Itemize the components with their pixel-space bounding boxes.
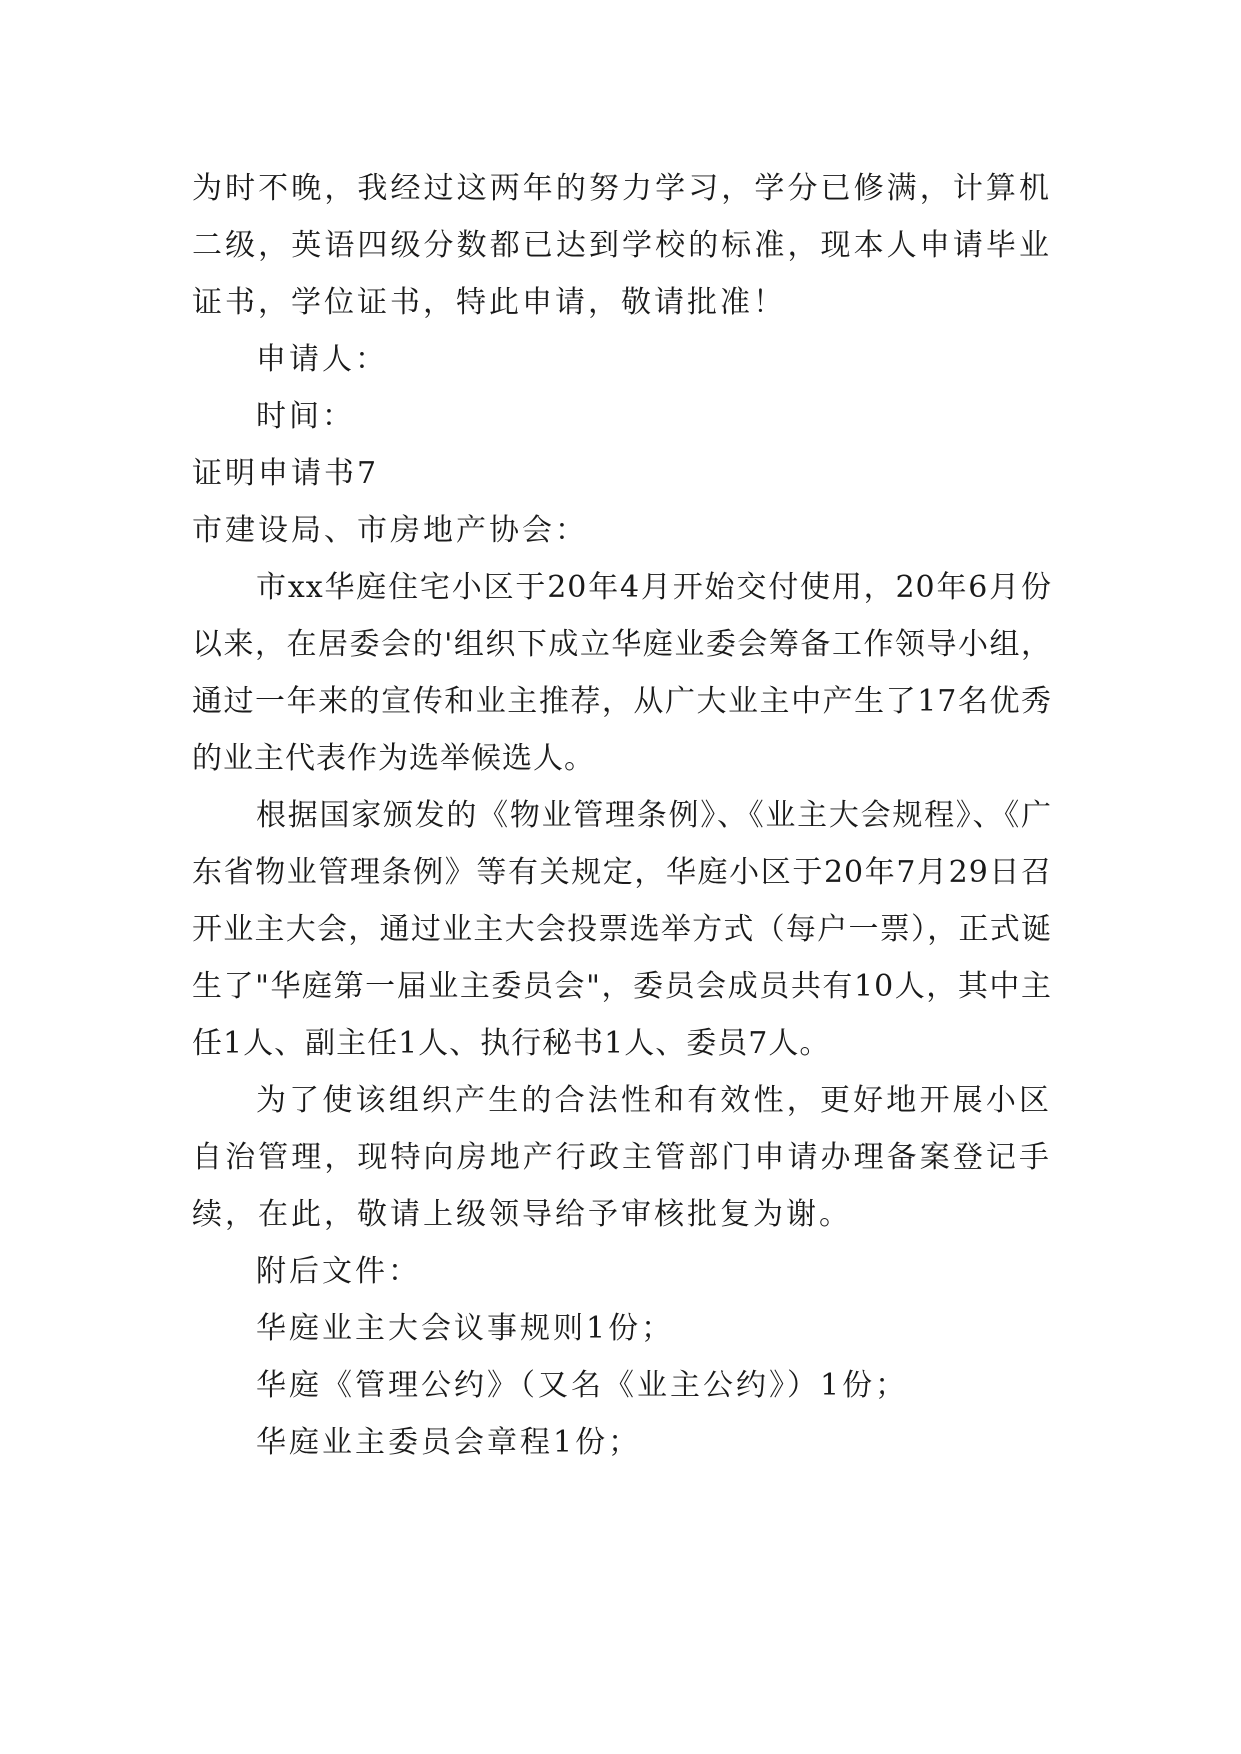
applicant-line: 申请人：: [256, 342, 388, 377]
paragraph-election: 根据国家颁发的《物业管理条例》、《业主大会规程》、《广东省物业管理条例》等有关规定，华庭小区于20年7月29日召开业主大会，通过业主大会投票选举方式（每户一票），正式诞生了"华庭第一届业主委员会"，委员会成员共有10人，其中主任1人、副主任1人、执行秘书1人、委员7人。: [192, 798, 1052, 1061]
attachment-item: 华庭业主大会议事规则1份；: [256, 1311, 675, 1346]
paragraph-graduation-request: 为时不晚，我经过这两年的努力学习，学分已修满，计算机二级，英语四级分数都已达到学校的标准，现本人申请毕业证书，学位证书，特此申请，敬请批准！: [192, 171, 1052, 320]
attachment-item: 华庭《管理公约》（又名《业主公约》）1份；: [256, 1368, 909, 1403]
document-body: [192, 160, 1052, 1471]
attachment-item: 华庭业主委员会章程1份；: [256, 1425, 642, 1460]
paragraph-community-background: 市xx华庭住宅小区于20年4月开始交付使用，20年6月份以来，在居委会的'组织下成立华庭业委会筹备工作领导小组，通过一年来的宣传和业主推荐，从广大业主中产生了17名优秀的业主代表作为选举候选人。: [192, 570, 1052, 776]
date-line: 时间：: [256, 399, 355, 434]
paragraph-registration-request: 为了使该组织产生的合法性和有效性，更好地开展小区自治管理，现特向房地产行政主管部门申请办理备案登记手续，在此，敬请上级领导给予审核批复为谢。: [192, 1083, 1052, 1232]
attachments-heading: 附后文件：: [256, 1254, 421, 1289]
addressee-line: 市建设局、市房地产协会：: [192, 513, 588, 548]
section-title: 证明申请书7: [192, 456, 380, 491]
